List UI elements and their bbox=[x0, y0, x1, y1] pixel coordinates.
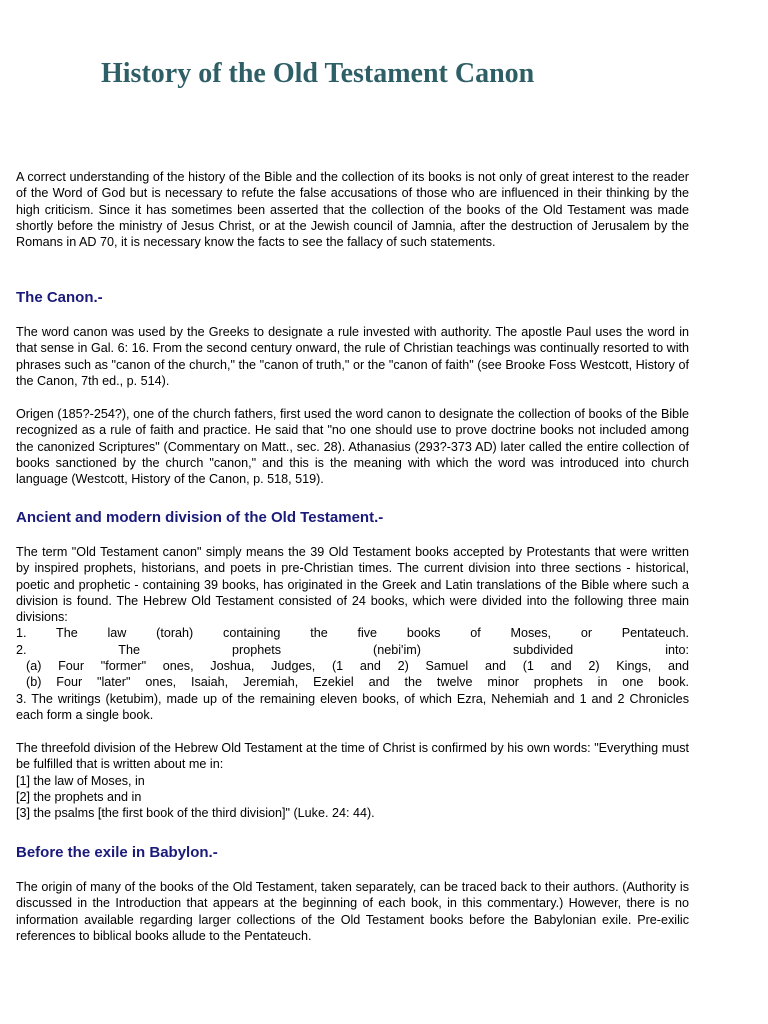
page-title: History of the Old Testament Canon bbox=[101, 58, 535, 89]
division-list-subitem: (b) Four "later" ones, Isaiah, Jeremiah, Ezekiel and the twelve minor prophets in one book. bbox=[26, 675, 689, 690]
section-heading-division: Ancient and modern division of the Old Testament.- bbox=[16, 509, 384, 526]
division-paragraph-1: The term "Old Testament canon" simply means the 39 Old Testament books accepted by Protestants that were written by inspired prophets, historians, and poets in pre-Christian times. The current division into three sections - historical, poetic and prophetic - containing 39 books, has originated in the Greek and Latin translations of the Bible where such a division is found. The Hebrew Old Testament consisted of 24 books, which were divided into the following three main divisions: bbox=[16, 545, 689, 625]
canon-paragraph-2: Origen (185?-254?), one of the church fathers, first used the word canon to designate the collection of books of the Bible recognized as a rule of faith and practice. He said that "no one should use to prove doctrine books not included among the canonized Scriptures" (Commentary on Matt., sec. 28). Athanasius (293?-373 AD) later called the entire collection of books sanctioned by the church "canon," and this is the meaning with which the word was introduced into church language (Westcott, History of the Canon, p. 518, 519). bbox=[16, 407, 689, 487]
canon-paragraph-1: The word canon was used by the Greeks to designate a rule invested with authority. The apostle Paul uses the word in that sense in Gal. 6: 16. From the second century onward, the rule of Christian teachings was continually resorted to with phrases such as "canon of the church," the "canon of truth," or the "canon of faith" (see Brooke Foss Westcott, History of the Canon, 7th ed., p. 514). bbox=[16, 325, 689, 388]
intro-paragraph: A correct understanding of the history of the Bible and the collection of its books is not only of great interest to the reader of the Word of God but is necessary to refute the false accusations of those who are influenced in their thinking by the high criticism. Since it has sometimes been asserted that the collection of the books of the Old Testament was made shortly before the ministry of Jesus Christ, or at the Jewish council of Jamnia, after the destruction of Jerusalem by the Romans in AD 70, it is necessary know the facts to see the fallacy of such statements. bbox=[16, 170, 689, 250]
quote-line: [3] the psalms [the first book of the third division]" (Luke. 24: 44). bbox=[16, 806, 375, 821]
division-list-item: 2. The prophets (nebi'im) subdivided into: bbox=[16, 642, 689, 657]
quote-line: [2] the prophets and in bbox=[16, 789, 142, 804]
section-heading-exile: Before the exile in Babylon.- bbox=[16, 844, 218, 861]
division-list-subitem: (a) Four "former" ones, Joshua, Judges, (1 and 2) Samuel and (1 and 2) Kings, and bbox=[26, 659, 689, 674]
section-heading-canon: The Canon.- bbox=[16, 289, 103, 306]
division-paragraph-2: The threefold division of the Hebrew Old Testament at the time of Christ is confirmed by his own words: "Everything must be fulfilled that is written about me in: bbox=[16, 741, 689, 772]
division-list-item-3: 3. The writings (ketubim), made up of the remaining eleven books, of which Ezra, Nehemiah and 1 and 2 Chronicles each form a single book. bbox=[16, 691, 689, 722]
exile-paragraph-1: The origin of many of the books of the Old Testament, taken separately, can be traced back to their authors. (Authority is discussed in the Introduction that appears at the beginning of each book, in this commentary.) However, there is no information available regarding larger collections of the Old Testament books before the Babylonian exile. Pre-exilic references to biblical books allude to the Pentateuch. bbox=[16, 880, 689, 943]
division-list-item: 1. The law (torah) containing the five books of Moses, or Pentateuch. bbox=[16, 626, 689, 641]
quote-line: [1] the law of Moses, in bbox=[16, 773, 145, 788]
